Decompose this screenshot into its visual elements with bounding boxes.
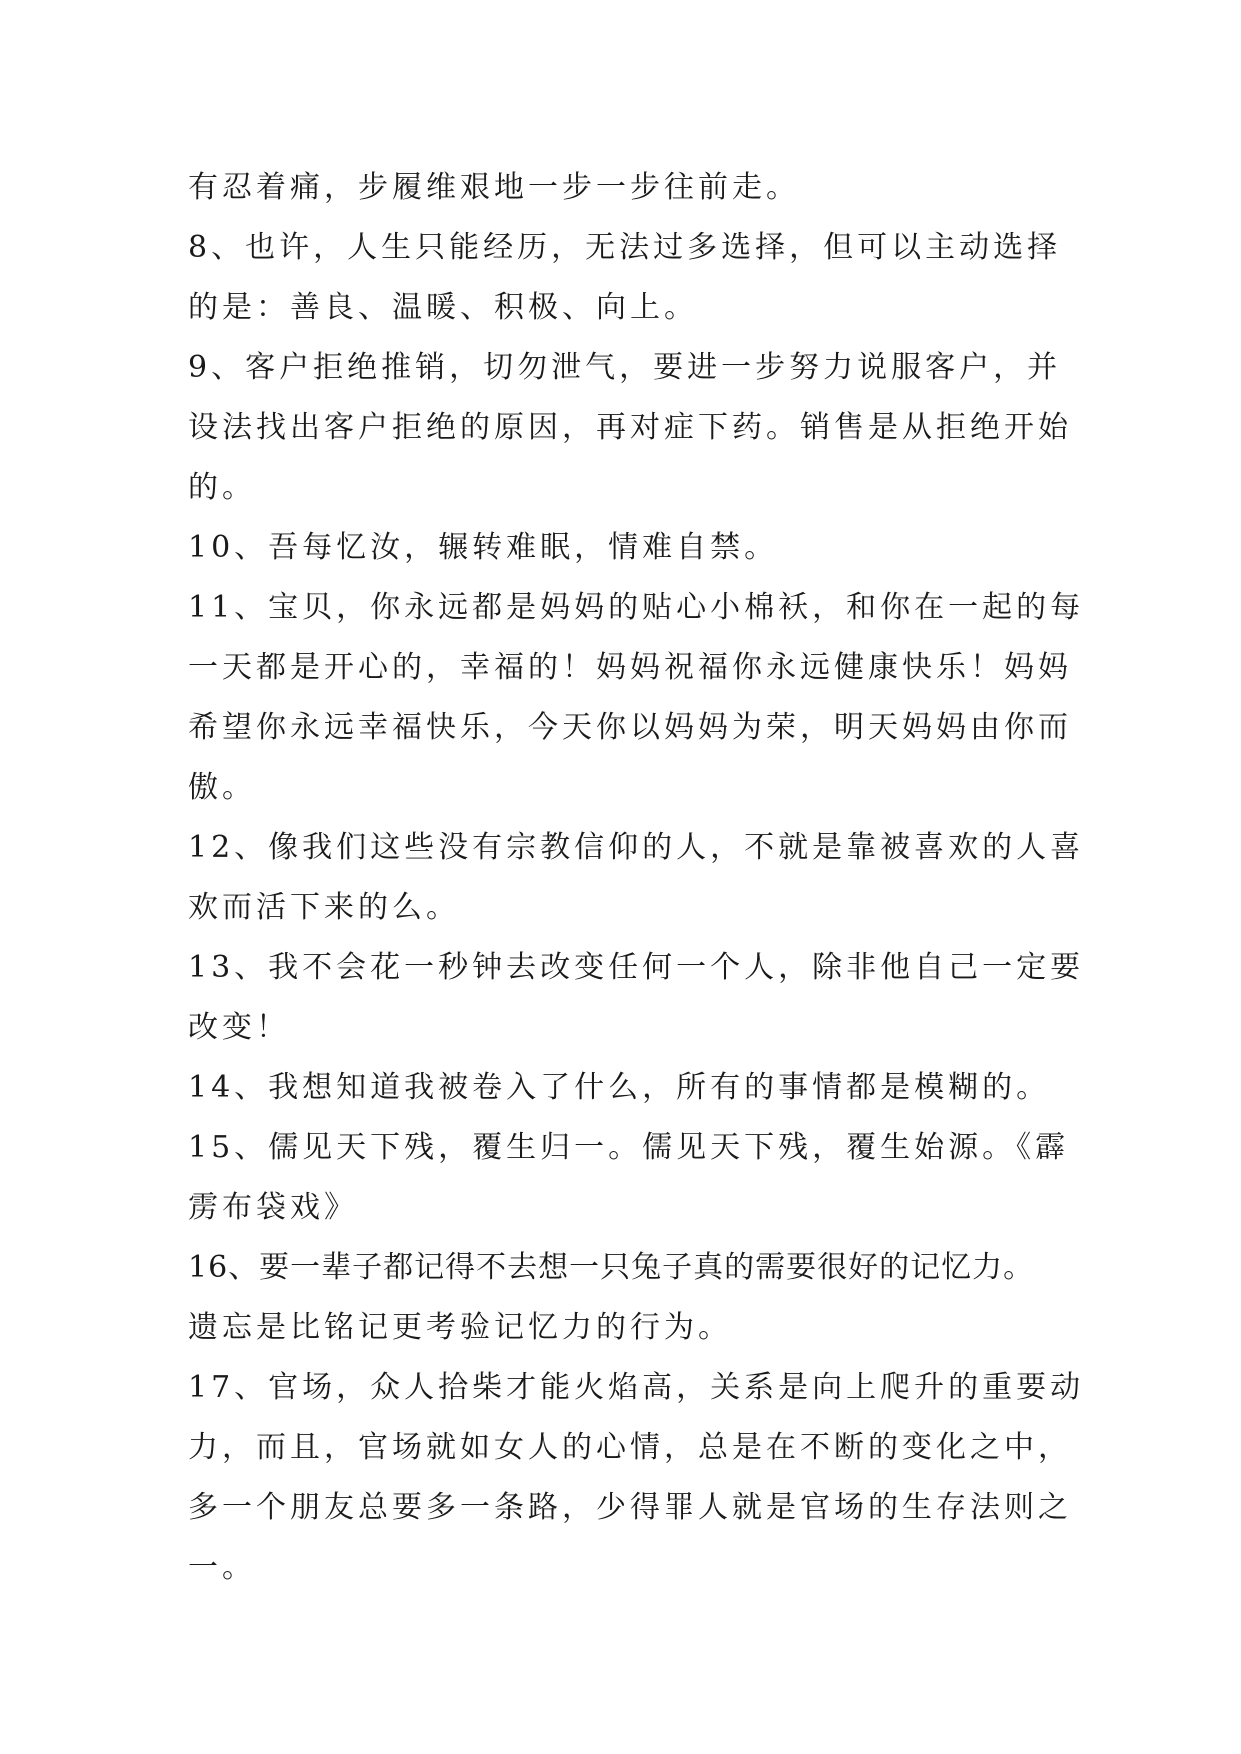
text-line: 9、客户拒绝推销，切勿泄气，要进一步努力说服客户，并 <box>188 350 1062 385</box>
text-line: 的是：善良、温暖、积极、向上。 <box>188 290 698 325</box>
text-line: 改变！ <box>188 1010 290 1045</box>
document-body <box>188 158 1085 1598</box>
text-line: 多一个朋友总要多一条路，少得罪人就是官场的生存法则之 <box>188 1490 1072 1525</box>
text-line: 傲。 <box>188 770 256 805</box>
text-line: 16、要一辈子都记得不去想一只兔子真的需要很好的记忆力。 <box>188 1250 1035 1285</box>
text-line: 有忍着痛，步履维艰地一步一步往前走。 <box>188 170 800 205</box>
text-line: 8、也许，人生只能经历，无法过多选择，但可以主动选择 <box>188 230 1062 265</box>
text-line: 的。 <box>188 470 256 505</box>
text-line: 欢而活下来的么。 <box>188 890 460 925</box>
text-line: 一。 <box>188 1550 256 1585</box>
text-line: 希望你永远幸福快乐，今天你以妈妈为荣，明天妈妈由你而 <box>188 710 1072 745</box>
text-line: 12、像我们这些没有宗教信仰的人，不就是靠被喜欢的人喜 <box>188 830 1085 865</box>
text-line: 遗忘是比铭记更考验记忆力的行为。 <box>188 1310 732 1345</box>
text-line: 一天都是开心的，幸福的！妈妈祝福你永远健康快乐！妈妈 <box>188 650 1072 685</box>
text-line: 17、官场，众人拾柴才能火焰高，关系是向上爬升的重要动 <box>188 1370 1085 1405</box>
text-line: 力，而且，官场就如女人的心情，总是在不断的变化之中， <box>188 1430 1072 1465</box>
text-line: 15、儒见天下残，覆生归一。儒见天下残，覆生始源。《霹 <box>188 1130 1070 1165</box>
text-line: 设法找出客户拒绝的原因，再对症下药。销售是从拒绝开始 <box>188 410 1072 445</box>
text-line: 11、宝贝，你永远都是妈妈的贴心小棉袄，和你在一起的每 <box>188 590 1085 625</box>
text-line: 10、吾每忆汝，辗转难眠，情难自禁。 <box>188 530 779 565</box>
text-line: 14、我想知道我被卷入了什么，所有的事情都是模糊的。 <box>188 1070 1051 1105</box>
text-line: 雳布袋戏》 <box>188 1190 358 1225</box>
text-line: 13、我不会花一秒钟去改变任何一个人，除非他自己一定要 <box>188 950 1085 985</box>
